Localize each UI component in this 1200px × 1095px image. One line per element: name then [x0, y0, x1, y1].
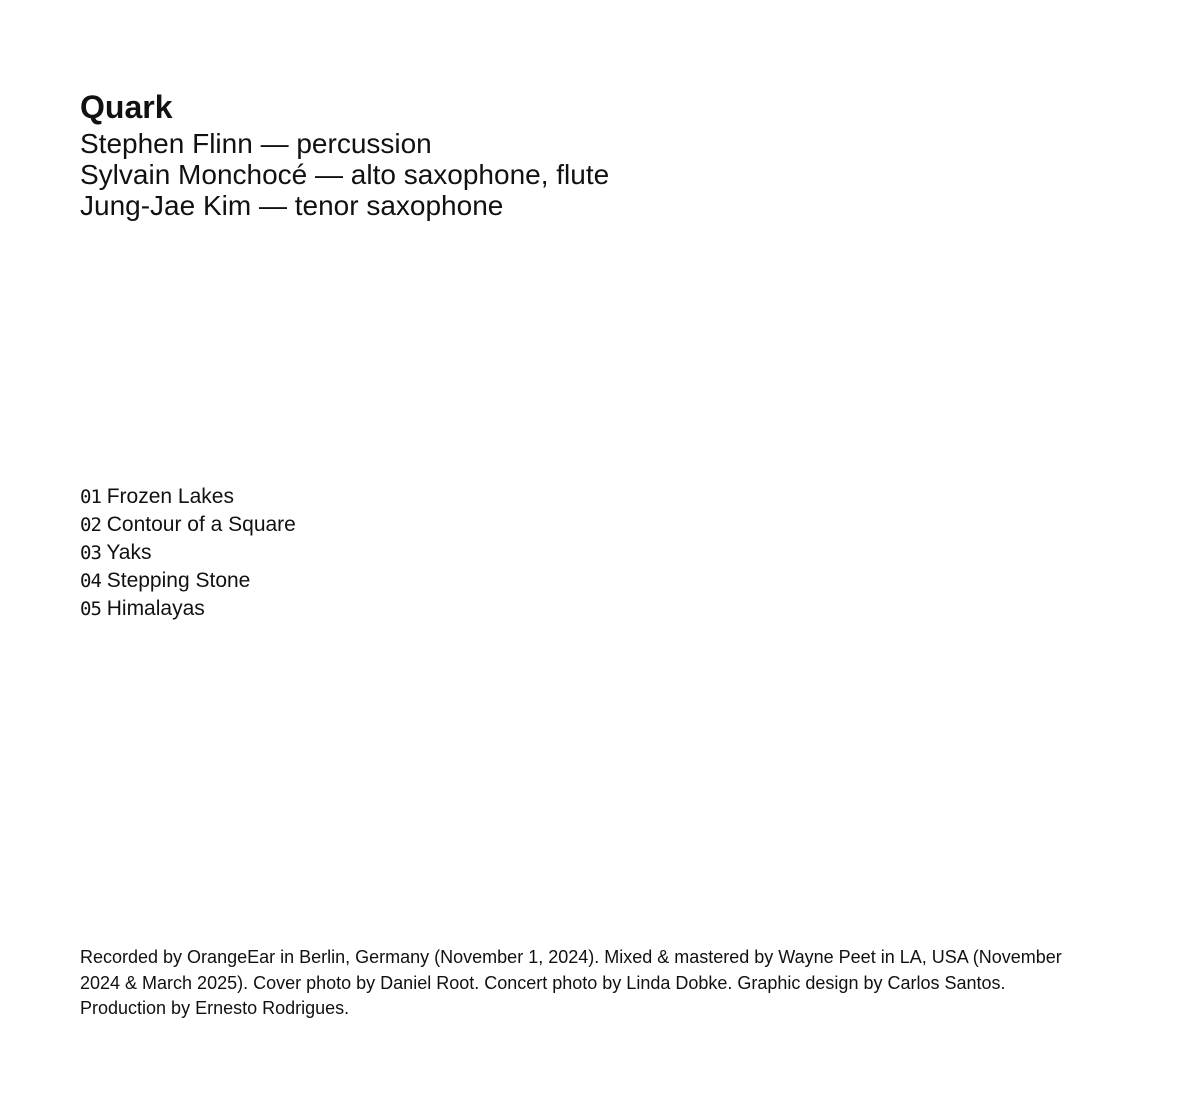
track-title: Contour of a Square — [106, 513, 296, 536]
album-title: Quark — [80, 89, 173, 125]
musician-line: Stephen Flinn — percussion — [80, 128, 432, 159]
track-item — [80, 539, 296, 567]
track-item — [80, 511, 296, 539]
track-number: 05 — [80, 598, 101, 620]
track-item — [80, 483, 296, 511]
musician-line: Sylvain Monchocé — alto saxophone, flute — [80, 159, 610, 190]
track-title: Yaks — [106, 541, 152, 564]
musician-line: Jung-Jae Kim — tenor saxophone — [80, 190, 504, 221]
tracklist — [80, 483, 296, 623]
track-number: 02 — [80, 514, 101, 536]
track-title: Stepping Stone — [106, 569, 251, 592]
track-item — [80, 595, 296, 623]
track-title: Frozen Lakes — [106, 485, 234, 508]
musician-lineup — [80, 128, 609, 221]
track-number: 01 — [80, 486, 101, 508]
track-item — [80, 567, 296, 595]
track-number: 03 — [80, 542, 101, 564]
production-credits: Recorded by OrangeEar in Berlin, Germany (November 1, 2024). Mixed & mastered by Wayne Peet in LA, USA (November 2024 & March 2025). Cover photo by Daniel Root. Concert photo by Linda Dobke. Graphic design by Carlos Santos. Production by Ernesto Rodrigues. — [80, 947, 1062, 1018]
album-header — [80, 86, 609, 221]
track-number: 04 — [80, 570, 101, 592]
track-title: Himalayas — [106, 597, 205, 620]
